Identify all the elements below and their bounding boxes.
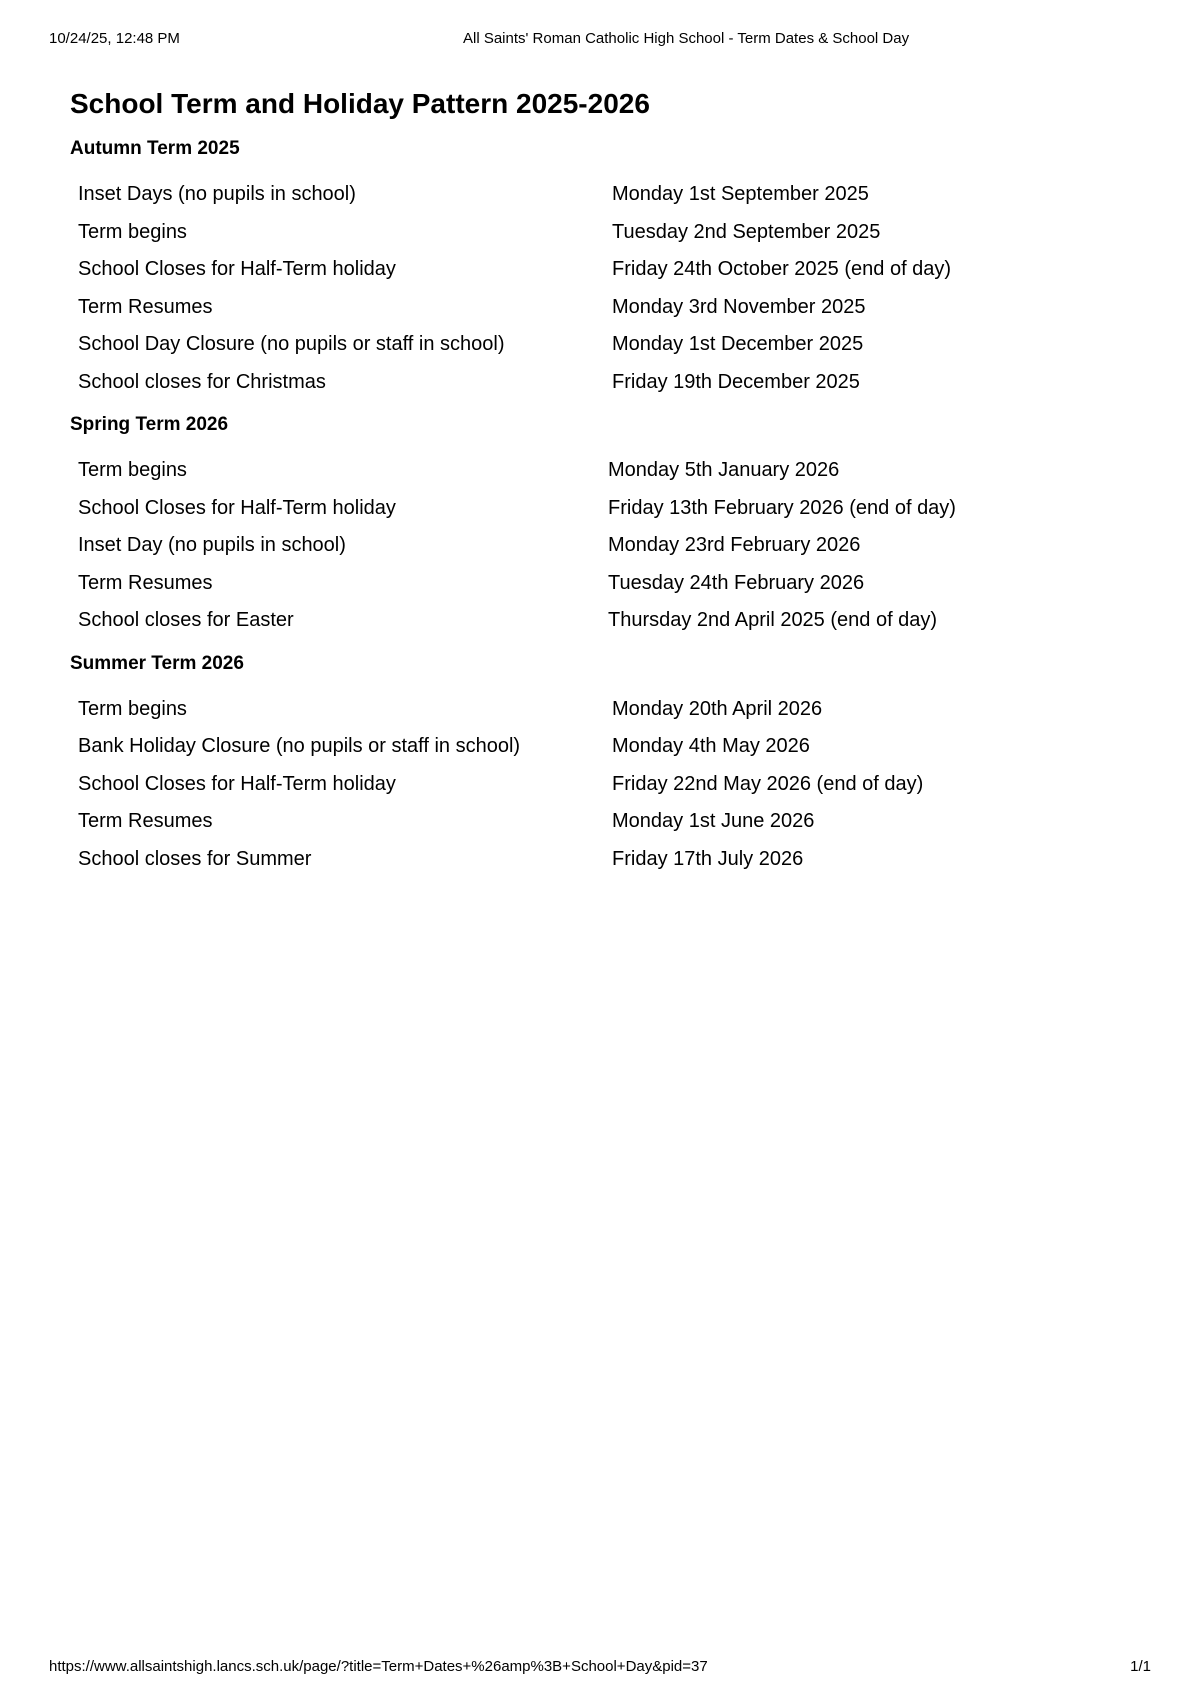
page-count: 1/1 (1130, 1658, 1151, 1675)
date-cell: Friday 13th February 2026 (end of day) (608, 496, 956, 519)
term-section-spring (70, 411, 1130, 640)
term-heading-spring: Spring Term 2026 (70, 414, 229, 435)
table-row (70, 326, 951, 364)
page-title: School Term and Holiday Pattern 2025-2026 (70, 88, 650, 119)
date-cell: Monday 23rd February 2026 (608, 534, 861, 556)
event-cell: Term begins (78, 697, 187, 720)
term-table-autumn (70, 176, 951, 401)
table-row (70, 602, 956, 640)
table-row (70, 490, 956, 528)
table-row (70, 176, 951, 214)
table-row (70, 565, 956, 603)
event-cell: Inset Day (no pupils in school) (78, 534, 346, 556)
event-cell: School Closes for Half-Term holiday (78, 496, 396, 519)
table-row (70, 527, 956, 565)
date-cell: Friday 19th December 2025 (612, 370, 860, 393)
date-cell: Friday 24th October 2025 (end of day) (612, 258, 952, 280)
term-heading-autumn: Autumn Term 2025 (70, 138, 240, 159)
date-cell: Monday 5th January 2026 (608, 459, 840, 481)
date-cell: Monday 1st December 2025 (612, 333, 864, 355)
print-page-title: All Saints' Roman Catholic High School - Term Dates & School Day (463, 30, 910, 47)
term-section-autumn (70, 135, 1130, 401)
date-cell: Monday 1st June 2026 (612, 810, 815, 832)
main-content (70, 84, 1130, 878)
table-row (70, 803, 923, 841)
table-row (70, 452, 956, 490)
event-cell: Term Resumes (78, 571, 213, 594)
event-cell: School closes for Christmas (78, 370, 326, 393)
event-cell: School Closes for Half-Term holiday (78, 258, 396, 280)
term-table-spring (70, 452, 956, 640)
date-cell: Monday 3rd November 2025 (612, 295, 866, 318)
event-cell: Term begins (78, 459, 187, 481)
table-row (70, 289, 951, 327)
table-row (70, 766, 923, 804)
print-footer (49, 1658, 1151, 1678)
print-url: https://www.allsaintshigh.lancs.sch.uk/page/?title=Term+Dates+%26amp%3B+School+Day&pid=37 (49, 1658, 708, 1675)
table-row (70, 251, 951, 289)
term-section-summer (70, 650, 1130, 879)
date-cell: Friday 17th July 2026 (612, 847, 804, 870)
term-table-summer (70, 691, 923, 879)
print-header (49, 30, 1151, 50)
print-datetime: 10/24/25, 12:48 PM (49, 30, 180, 47)
table-row (70, 691, 923, 729)
table-row (70, 214, 951, 252)
table-row (70, 728, 923, 766)
event-cell: School Closes for Half-Term holiday (78, 772, 396, 795)
event-cell: Term Resumes (78, 810, 213, 832)
event-cell: School Day Closure (no pupils or staff in school) (78, 333, 505, 355)
date-cell: Tuesday 2nd September 2025 (612, 220, 881, 243)
event-cell: Term Resumes (78, 295, 213, 318)
table-row (70, 364, 951, 402)
date-cell: Tuesday 24th February 2026 (608, 571, 865, 594)
event-cell: School closes for Summer (78, 847, 312, 870)
date-cell: Monday 20th April 2026 (612, 697, 823, 720)
term-heading-summer: Summer Term 2026 (70, 652, 244, 674)
event-cell: Term begins (78, 220, 187, 243)
date-cell: Monday 1st September 2025 (612, 183, 869, 205)
date-cell: Friday 22nd May 2026 (end of day) (612, 772, 924, 795)
event-cell: Bank Holiday Closure (no pupils or staff in school) (78, 735, 521, 757)
date-cell: Monday 4th May 2026 (612, 735, 810, 757)
event-cell: Inset Days (no pupils in school) (78, 183, 356, 205)
event-cell: School closes for Easter (78, 609, 294, 631)
table-row (70, 841, 923, 879)
date-cell: Thursday 2nd April 2025 (end of day) (608, 609, 938, 631)
